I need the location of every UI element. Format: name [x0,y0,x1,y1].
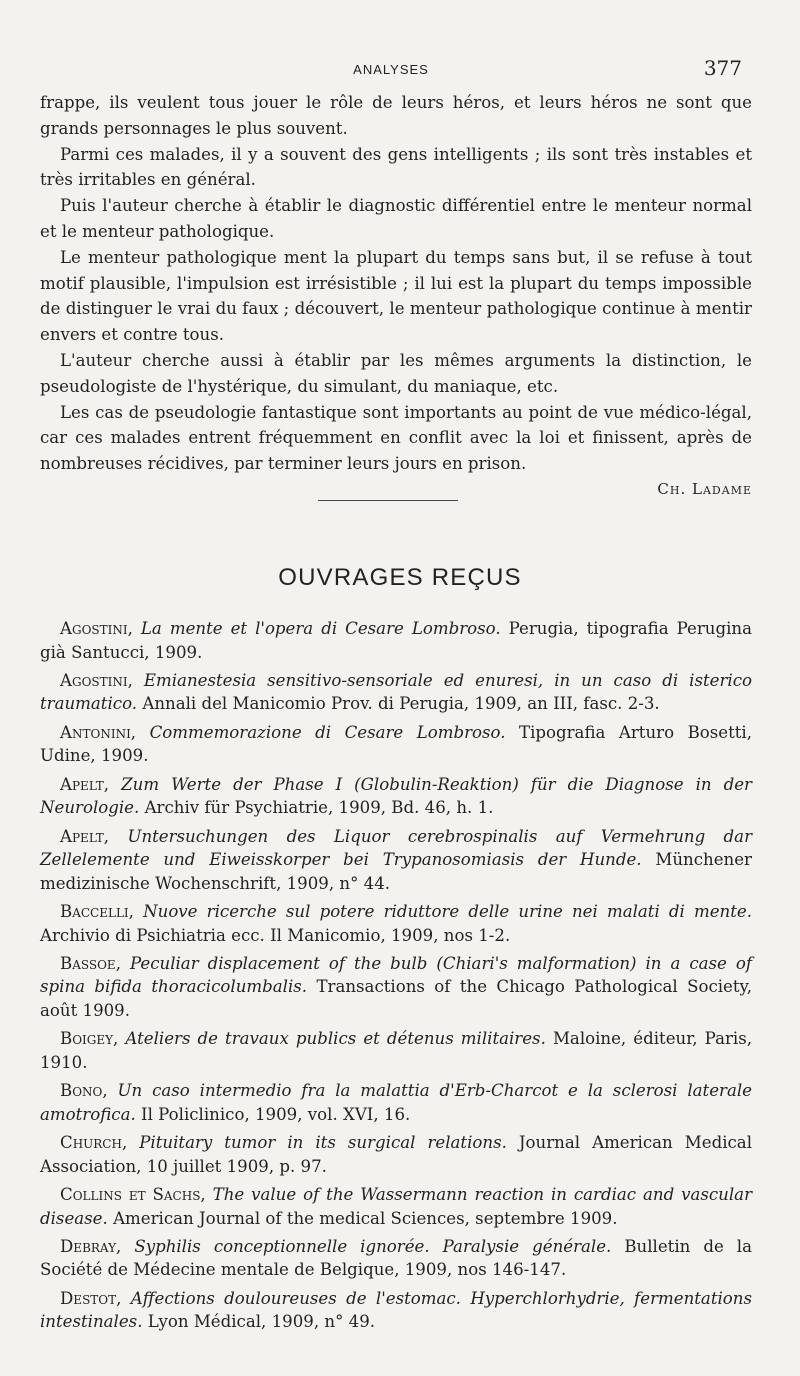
paragraph: Puis l'auteur cherche à établir le diagnostic différentiel entre le menteur normal et le menteur pathologique. [40,196,752,241]
review-text [40,90,752,503]
reference-details: Bulletin de la Société de Médecine mentale de Belgique, 1909, nos 146-147. [40,1236,753,1280]
reference-item [40,669,752,716]
reference-author: Collins et Sachs, [60,1184,206,1204]
reference-author: Baccelli, [60,901,134,921]
reference-details: Perugia, tipografia Perugina già Santucci, 1909. [40,619,752,662]
reference-item [40,825,752,896]
reference-item [40,617,752,664]
reference-details: Münchener medizinische Wochenschrift, 1909, n° 44. [40,850,752,893]
reference-author: Apelt, [60,826,110,846]
reference-title: Ateliers de travaux publics et détenus militaires. [125,1029,546,1049]
paragraph: Le menteur pathologique ment la plupart du temps sans but, il se refuse à tout motif plausible, l'impulsion est irrésistible ; il lui est la plupart du temps impossible de distinguer le vrai du faux ; découvert, le menteur pathologique continue à mentir envers et contre tous. [40,247,752,345]
reference-item [40,900,752,947]
reference-details: Tipografia Arturo Bosetti, Udine, 1909. [40,722,753,766]
page-number: 377 [703,56,742,80]
section-divider [318,500,458,501]
reference-author: Agostini, [60,619,133,638]
reference-author: Bono, [60,1081,108,1101]
paragraph: frappe, ils veulent tous jouer le rôle de leurs héros, et leurs héros ne sont que grands personnages le plus souvent. [40,93,752,138]
reference-title: Untersuchungen des Liquor cerebrospinalis auf Vermehrung dar Zellelemente und Eiweisskorper bei Trypanosomiasis der Hunde. [40,826,752,870]
reference-title: Un caso intermedio fra la malattia d'Erb-Charcot e la sclerosi laterale amotrofica. [40,1081,752,1124]
reference-title: Commemorazione di Cesare Lombroso. [149,722,506,742]
reference-details: Archiv für Psychiatrie, 1909, Bd. 46, h. 1. [144,798,494,818]
reference-title: Affections douloureuses de l'estomac. Hyperchlorhydrie, fermentations intestinales. [40,1288,752,1332]
reference-details: Maloine, éditeur, Paris, 1910. [40,1029,752,1072]
reference-author: Debray, [60,1236,122,1256]
section-title: OUVRAGES REÇUS [278,564,522,591]
reference-list [40,617,752,1339]
reference-details: Journal American Medical Association, 10 juillet 1909, p. 97. [40,1133,752,1176]
reference-item [40,1183,752,1230]
reference-author: Boigey, [60,1029,119,1049]
reference-title: Peculiar displacement of the bulb (Chiari's malformation) in a case of spina bifida thoracicolumbalis. [40,953,752,997]
reference-item [40,721,752,768]
paragraph: L'auteur cherche aussi à établir par les mêmes arguments la distinction, le pseudologiste de l'hystérique, du simulant, du maniaque, etc. [40,350,752,396]
reference-author: Antonini, [60,722,137,742]
reference-item [40,773,752,820]
reference-details: Annali del Manicomio Prov. di Perugia, 1909, an III, fasc. 2-3. [142,694,660,714]
reference-details: American Journal of the medical Sciences, septembre 1909. [113,1208,618,1228]
reference-title: Syphilis conceptionnelle ignorée. Paralysie générale. [134,1236,612,1256]
reference-details: Transactions of the Chicago Pathological Society, août 1909. [40,977,752,1021]
reference-item [40,1079,752,1126]
reference-item [40,952,752,1023]
reference-item [40,1131,752,1178]
reference-author: Church, [60,1133,128,1153]
reference-item [40,1287,752,1334]
reference-title: Pituitary tumor in its surgical relations. [139,1133,507,1153]
reference-title: Emianestesia sensitivo-sensoriale ed enuresi, in un caso di isterico traumatico. [40,670,752,714]
reference-title: Zum Werte der Phase I (Globulin-Reaktion) für die Diagnose in der Neurologie. [40,774,752,818]
reference-author: Agostini, [60,670,133,690]
paragraph: Les cas de pseudologie fantastique sont importants au point de vue médico-légal, car ces malades entrent fréquemment en conflit avec la loi et finissent, après de nombreuses récidives, par terminer leurs jours en prison. [40,402,752,474]
reference-item [40,1235,752,1282]
reference-details: Il Policlinico, 1909, vol. XVI, 16. [141,1104,411,1124]
reference-author: Destot, [60,1288,122,1308]
reference-author: Bassoe, [60,953,121,973]
reference-details: Lyon Médical, 1909, n° 49. [147,1312,376,1332]
paragraph: Parmi ces malades, il y a souvent des gens intelligents ; ils sont très instables et très irritables en général. [40,144,752,190]
reference-title: The value of the Wassermann reaction in cardiac and vascular disease. [40,1184,753,1228]
reference-title: La mente et l'opera di Cesare Lombroso. [140,619,501,638]
reference-details: Archivio di Psichiatria ecc. Il Manicomio, 1909, nos 1-2. [40,925,511,945]
signature [40,477,752,503]
reference-title: Nuove ricerche sul potere riduttore delle urine nei malati di mente. [143,901,753,921]
running-head [40,56,742,84]
signature-name: Ch. Ladame [657,479,752,498]
running-title: ANALYSES [353,62,429,77]
reference-item [40,1027,752,1074]
reference-author: Apelt, [60,774,110,794]
